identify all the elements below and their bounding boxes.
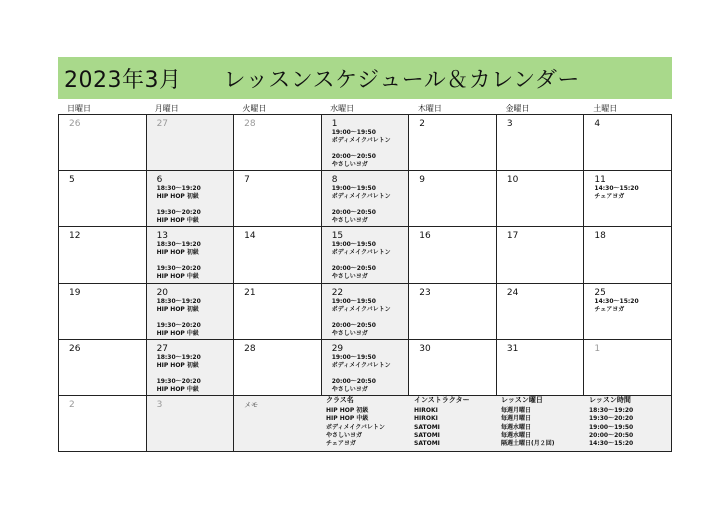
memo-cell: 毎週月曜日	[501, 415, 532, 423]
calendar-day-cell	[234, 227, 322, 283]
memo-cell: 毎週水曜日	[501, 431, 532, 439]
lesson-gap	[157, 370, 234, 378]
lesson-line: 20:00～20:50	[331, 209, 376, 217]
day-number: 28	[244, 119, 256, 129]
lesson-line: ボディメイクバレトン	[331, 249, 391, 257]
calendar-month: 2023年3月	[64, 67, 182, 93]
day-number: 2	[419, 119, 426, 129]
memo-cell: HIP HOP 中級	[326, 415, 369, 423]
weekday-mon: 月曜日	[154, 104, 179, 113]
lesson-line: やさしいヨガ	[331, 329, 368, 337]
lesson-line: 18:30～19:20	[156, 185, 201, 193]
calendar-day-cell	[497, 340, 585, 396]
day-number: 22	[331, 287, 344, 298]
calendar-day-cell	[497, 227, 585, 283]
calendar-day-cell	[147, 396, 235, 452]
day-number: 25	[594, 287, 606, 298]
weekday-sat: 土曜日	[593, 104, 618, 113]
day-number: 21	[244, 287, 256, 298]
day-number: 29	[331, 343, 344, 354]
lesson-line: HIP HOP 初級	[156, 249, 199, 257]
memo-cell: 毎週月曜日	[501, 407, 532, 414]
lesson-line: やさしいヨガ	[331, 385, 368, 393]
lesson-line: ボディメイクバレトン	[331, 137, 391, 144]
lesson-line: 19:00～19:50	[331, 353, 376, 361]
lesson-line: 14:30～15:20	[594, 185, 639, 193]
memo-cell: 14:30～15:20	[589, 440, 634, 448]
calendar-day-cell	[234, 115, 322, 171]
calendar-day-cell	[59, 284, 147, 340]
lesson-gap	[157, 314, 234, 322]
calendar-day-cell	[409, 227, 497, 283]
lesson-line: やさしいヨガ	[331, 161, 368, 168]
lesson-line: 19:30～20:20	[156, 209, 201, 217]
calendar-day-cell	[584, 340, 672, 396]
lesson-line: ボディメイクバレトン	[331, 193, 391, 201]
day-number: 16	[419, 231, 431, 242]
day-number: 14	[244, 231, 256, 242]
day-number: 12	[69, 231, 81, 242]
calendar-day-cell	[584, 284, 672, 340]
memo-cell: ボディメイクバレトン	[326, 423, 385, 431]
day-number: 11	[594, 175, 606, 186]
calendar-day-cell	[409, 171, 497, 227]
memo-cell: 隔週土曜日(月２回)	[501, 440, 555, 448]
day-number: 17	[506, 231, 519, 242]
calendar-day-cell	[147, 340, 235, 396]
day-number: 10	[506, 175, 519, 186]
calendar-day-cell	[147, 227, 235, 283]
lesson-gap	[332, 145, 409, 153]
day-number: 6	[156, 175, 163, 186]
memo-column-header: クラス名	[326, 396, 354, 404]
lesson-line: HIP HOP 中級	[156, 329, 199, 337]
day-number: 28	[244, 343, 256, 354]
day-number: 23	[419, 287, 431, 298]
memo-cell: やさしいヨガ	[326, 431, 363, 439]
memo-column	[324, 395, 412, 452]
lesson-line: 18:30～19:20	[156, 297, 201, 305]
day-number: 1	[594, 343, 601, 354]
calendar-day-cell	[584, 115, 672, 171]
lesson-line: HIP HOP 初級	[156, 361, 199, 369]
day-number: 8	[331, 175, 338, 186]
calendar-day-cell	[59, 227, 147, 283]
day-number: 4	[594, 119, 601, 129]
day-number: 5	[69, 175, 75, 186]
lesson-line: 19:30～20:20	[156, 377, 201, 385]
calendar-day-cell	[59, 340, 147, 396]
lesson-line: 20:00～20:50	[331, 265, 376, 273]
calendar-day-cell	[59, 396, 147, 452]
day-number: 1	[331, 119, 338, 129]
lesson-gap	[332, 201, 409, 209]
lesson-line: HIP HOP 初級	[156, 305, 199, 313]
lesson-line: 18:30～19:20	[156, 241, 201, 249]
lesson-line: やさしいヨガ	[331, 273, 368, 281]
memo-cell: SATOMI	[414, 423, 440, 431]
title-bar	[58, 57, 672, 99]
calendar-day-cell	[497, 115, 585, 171]
memo-cell: 20:00～20:50	[589, 431, 634, 439]
lesson-line: ボディメイクバレトン	[331, 305, 391, 313]
lesson-gap	[332, 257, 409, 265]
calendar-day-cell	[409, 115, 497, 171]
day-number: 27	[156, 119, 169, 129]
memo-column	[587, 395, 672, 452]
memo-cell: SATOMI	[414, 431, 440, 439]
memo-column	[499, 395, 587, 452]
lesson-line: やさしいヨガ	[331, 217, 368, 225]
lesson-line: 19:00～19:50	[331, 129, 376, 136]
lesson-line: HIP HOP 中級	[156, 273, 199, 281]
calendar-day-cell	[59, 171, 147, 227]
lesson-line: HIP HOP 初級	[156, 193, 199, 201]
weekday-tue: 火曜日	[242, 104, 267, 113]
lesson-line: 19:30～20:20	[156, 321, 201, 329]
calendar-day-cell	[322, 115, 410, 171]
lesson-line: チェアヨガ	[594, 193, 625, 201]
day-number: 18	[594, 231, 606, 242]
lesson-gap	[157, 201, 234, 209]
weekday-header	[58, 101, 672, 114]
lesson-line: 19:00～19:50	[331, 185, 376, 193]
day-number: 7	[244, 175, 250, 186]
calendar-day-cell	[234, 340, 322, 396]
day-number: 30	[419, 343, 431, 354]
calendar-day-cell	[234, 171, 322, 227]
calendar-day-cell	[234, 284, 322, 340]
memo-column-header: インストラクター	[414, 396, 470, 404]
calendar-day-cell	[147, 115, 235, 171]
day-number: 20	[156, 287, 169, 298]
weekday-thu: 木曜日	[417, 104, 442, 113]
memo-column-header: レッスン時間	[589, 396, 631, 404]
memo-cell: チェアヨガ	[326, 440, 356, 448]
calendar-day-cell	[497, 284, 585, 340]
lesson-line: ボディメイクバレトン	[331, 361, 391, 369]
memo-table	[324, 395, 672, 452]
memo-cell: SATOMI	[414, 440, 440, 448]
memo-cell: 18:30～19:20	[589, 407, 634, 414]
page-title: レッスンスケジュール＆カレンダー	[223, 67, 580, 93]
lesson-line: 19:00～19:50	[331, 241, 376, 249]
lesson-line: 18:30～19:20	[156, 353, 201, 361]
calendar-day-cell	[147, 171, 235, 227]
day-number: 19	[69, 287, 81, 298]
lesson-line: 19:00～19:50	[331, 297, 376, 305]
lesson-gap	[157, 257, 234, 265]
lesson-line: HIP HOP 中級	[156, 217, 199, 225]
memo-cell: 19:30～20:20	[589, 415, 634, 423]
memo-cell: 毎週水曜日	[501, 423, 532, 431]
weekday-wed: 水曜日	[330, 104, 355, 113]
memo-column-header: レッスン曜日	[501, 396, 543, 404]
calendar-day-cell	[409, 340, 497, 396]
day-number: 3	[156, 399, 163, 410]
memo-label: メモ	[244, 400, 259, 409]
day-number: 31	[506, 343, 519, 354]
lesson-line: 14:30～15:20	[594, 297, 639, 305]
memo-cell: HIROKI	[414, 407, 438, 414]
lesson-line: 20:00～20:50	[331, 321, 376, 329]
memo-cell: HIP HOP 初級	[326, 407, 369, 414]
day-number: 15	[331, 231, 344, 242]
memo-cell: HIROKI	[414, 415, 438, 423]
day-number: 26	[69, 119, 81, 129]
lesson-gap	[332, 314, 409, 322]
day-number: 13	[156, 231, 169, 242]
calendar-day-cell	[322, 227, 410, 283]
weekday-fri: 金曜日	[505, 104, 530, 113]
day-number: 2	[69, 399, 75, 410]
lesson-gap	[332, 370, 409, 378]
lesson-line: 19:30～20:20	[156, 265, 201, 273]
calendar-day-cell	[322, 340, 410, 396]
memo-cell: 19:00～19:50	[589, 423, 634, 431]
calendar-day-cell	[59, 115, 147, 171]
calendar-day-cell	[322, 284, 410, 340]
day-number: 24	[506, 287, 519, 298]
calendar-day-cell	[497, 171, 585, 227]
lesson-line: HIP HOP 中級	[156, 385, 199, 393]
lesson-line: 20:00～20:50	[331, 377, 376, 385]
day-number: 3	[506, 119, 513, 129]
calendar-day-cell	[409, 284, 497, 340]
lesson-line: チェアヨガ	[594, 305, 625, 313]
calendar-day-cell	[584, 227, 672, 283]
day-number: 27	[156, 343, 169, 354]
weekday-sun: 日曜日	[67, 104, 91, 113]
calendar-day-cell	[322, 171, 410, 227]
calendar-day-cell	[147, 284, 235, 340]
day-number: 26	[69, 343, 81, 354]
memo-column	[412, 395, 499, 452]
lesson-line: 20:00～20:50	[331, 153, 376, 160]
day-number: 9	[419, 175, 426, 186]
calendar-day-cell	[584, 171, 672, 227]
